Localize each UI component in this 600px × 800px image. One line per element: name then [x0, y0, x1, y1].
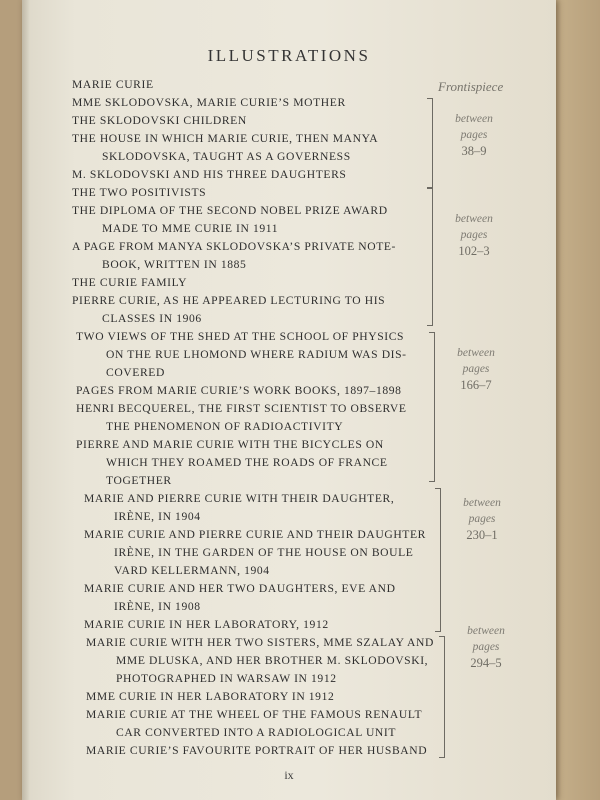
list-entry: VARD KELLERMANN, 1904 — [114, 564, 270, 577]
pages-label: pages — [460, 228, 488, 241]
list-entry: MARIE CURIE WITH HER TWO SISTERS, MME SZALAY AND — [86, 636, 434, 649]
page-range: 38–9 — [461, 144, 487, 159]
list-entry: TWO VIEWS OF THE SHED AT THE SCHOOL OF PHYSICS — [76, 330, 405, 343]
list-entry: MARIE CURIE AND HER TWO DAUGHTERS, EVE AND — [84, 582, 396, 595]
page-title: ILLUSTRATIONS — [207, 46, 371, 65]
list-entry: MARIE AND PIERRE CURIE WITH THEIR DAUGHTER, — [84, 492, 395, 505]
list-entry: IRÈNE, IN THE GARDEN OF THE HOUSE ON BOULE — [114, 546, 414, 559]
page-range-note — [436, 346, 516, 394]
list-entry: MME SKLODOVSKA, MARIE CURIE’S MOTHER — [72, 96, 346, 109]
list-entry: MARIE CURIE AT THE WHEEL OF THE FAMOUS RENAULT — [86, 708, 423, 721]
page-number: ix — [284, 768, 294, 782]
between-label: between — [457, 347, 495, 359]
list-entry: A PAGE FROM MANYA SKLODOVSKA’S PRIVATE NOTE- — [72, 240, 397, 253]
list-entry: CAR CONVERTED INTO A RADIOLOGICAL UNIT — [116, 726, 397, 739]
list-entry: MARIE CURIE — [72, 78, 154, 91]
between-label: between — [455, 113, 493, 125]
list-entry: IRÈNE, IN 1904 — [114, 510, 201, 523]
book-page — [22, 0, 556, 800]
list-entry: M. SKLODOVSKI AND HIS THREE DAUGHTERS — [72, 168, 347, 181]
list-entry: THE HOUSE IN WHICH MARIE CURIE, THEN MANYA — [72, 132, 379, 145]
page-range-note — [434, 112, 514, 160]
list-entry: MARIE CURIE AND PIERRE CURIE AND THEIR DAUGHTER — [84, 528, 426, 541]
list-entry: THE CURIE FAMILY — [72, 276, 188, 289]
page-gutter-shadow — [22, 0, 30, 800]
page-range-note — [434, 212, 514, 260]
list-entry: MME DLUSKA, AND HER BROTHER M. SKLODOVSKI, — [116, 654, 429, 667]
list-entry: MARIE CURIE’S FAVOURITE PORTRAIT OF HER HUSBAND — [86, 744, 428, 757]
list-entry: WHICH THEY ROAMED THE ROADS OF FRANCE — [106, 456, 388, 469]
list-entry: PAGES FROM MARIE CURIE’S WORK BOOKS, 1897–1898 — [76, 384, 402, 397]
page-range: 230–1 — [466, 528, 498, 543]
list-entry: PIERRE AND MARIE CURIE WITH THE BICYCLES ON — [76, 438, 384, 451]
list-entry: SKLODOVSKA, TAUGHT AS A GOVERNESS — [102, 150, 351, 163]
page-range: 102–3 — [458, 244, 490, 259]
page-range: 166–7 — [460, 378, 492, 393]
pages-label: pages — [460, 128, 488, 141]
page-range-note — [442, 496, 522, 544]
list-entry: TOGETHER — [106, 474, 172, 487]
between-label: between — [455, 213, 493, 225]
list-entry: IRÈNE, IN 1908 — [114, 600, 201, 613]
list-entry: THE TWO POSITIVISTS — [72, 186, 207, 199]
pages-label: pages — [472, 640, 500, 653]
list-entry: HENRI BECQUEREL, THE FIRST SCIENTIST TO OBSERVE — [76, 402, 407, 415]
page-range-note — [446, 624, 526, 672]
list-entry: BOOK, WRITTEN IN 1885 — [102, 258, 247, 271]
list-entry: THE DIPLOMA OF THE SECOND NOBEL PRIZE AWARD — [72, 204, 388, 217]
between-label: between — [467, 625, 505, 637]
list-entry: MADE TO MME CURIE IN 1911 — [102, 222, 279, 235]
between-label: between — [463, 497, 501, 509]
list-entry: ON THE RUE LHOMOND WHERE RADIUM WAS DIS- — [106, 348, 407, 361]
frontispiece-label: Frontispiece — [438, 79, 504, 94]
list-entry: PHOTOGRAPHED IN WARSAW IN 1912 — [116, 672, 337, 685]
page-range: 294–5 — [470, 656, 502, 671]
list-entry: PIERRE CURIE, AS HE APPEARED LECTURING TO HIS — [72, 294, 386, 307]
list-entry: MME CURIE IN HER LABORATORY IN 1912 — [86, 690, 335, 703]
list-entry: MARIE CURIE IN HER LABORATORY, 1912 — [84, 618, 329, 631]
pages-label: pages — [462, 362, 490, 375]
list-entry: THE PHENOMENON OF RADIOACTIVITY — [106, 420, 344, 433]
pages-label: pages — [468, 512, 496, 525]
list-entry: CLASSES IN 1906 — [102, 312, 202, 325]
list-entry: THE SKLODOVSKI CHILDREN — [72, 114, 247, 127]
list-entry: COVERED — [106, 366, 165, 379]
